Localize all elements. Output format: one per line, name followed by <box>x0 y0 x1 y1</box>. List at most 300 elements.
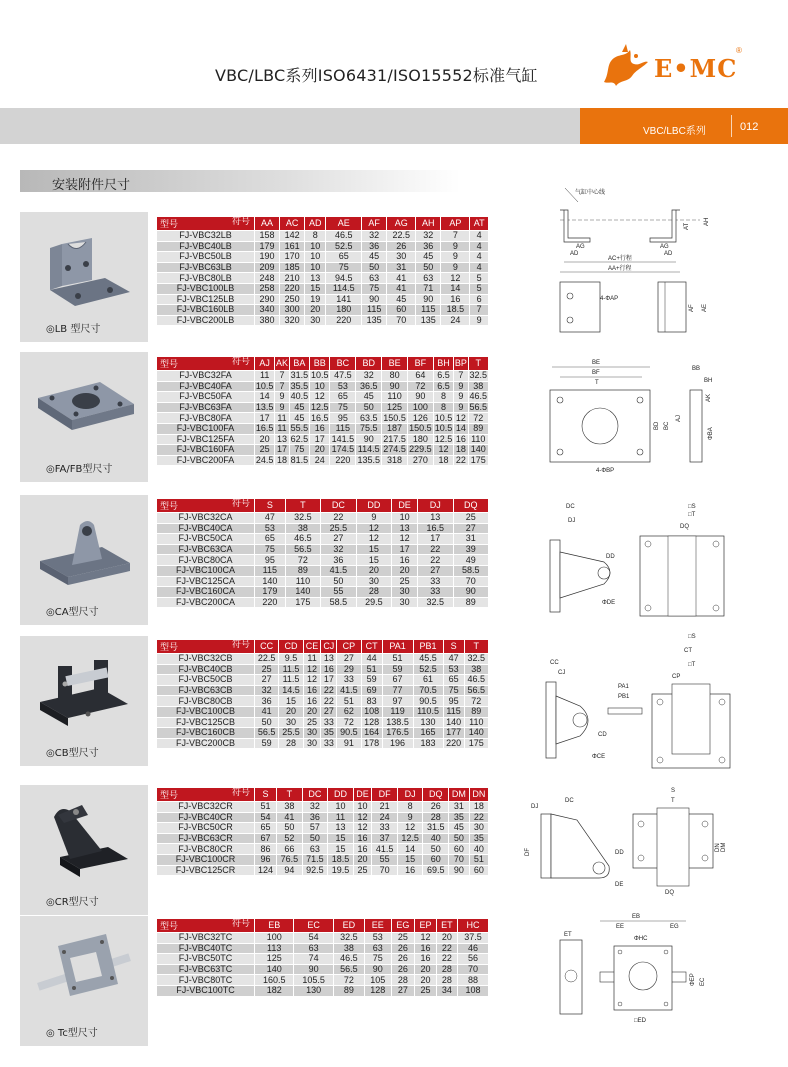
fa-label-ba: ΦBA <box>708 427 714 440</box>
cb-product-image <box>20 636 148 766</box>
dimension-cell: 258 <box>255 283 280 294</box>
dimension-cell: 45 <box>356 392 382 403</box>
model-cell: FJ-VBC100FA <box>157 423 255 434</box>
model-cell: FJ-VBC100CA <box>157 565 255 576</box>
dimension-cell: 125 <box>255 954 294 965</box>
dimension-cell: 33 <box>418 576 453 587</box>
dimension-cell: 318 <box>382 455 408 466</box>
table-row <box>157 413 489 424</box>
dimension-cell: 24 <box>310 455 330 466</box>
tc-label-ec: EC <box>700 977 706 986</box>
dimension-cell: 90 <box>356 434 382 445</box>
dimension-cell: 45 <box>362 252 387 263</box>
column-header: PA1 <box>382 640 413 654</box>
dimension-cell: 17 <box>392 544 418 555</box>
cb-double-clevis-icon <box>30 644 138 739</box>
dimension-cell: 20 <box>436 933 457 944</box>
column-header: ED <box>333 919 364 933</box>
table-header-corner <box>157 499 255 513</box>
dimension-cell: 53 <box>364 933 391 944</box>
dimension-cell: 28 <box>279 738 303 749</box>
dimension-cell: 6 <box>470 294 489 305</box>
dimension-cell: 128 <box>361 717 382 728</box>
dimension-cell: 175 <box>285 597 320 608</box>
model-cell: FJ-VBC50LB <box>157 252 255 263</box>
dimension-cell: 72 <box>337 717 361 728</box>
dimension-cell: 15 <box>279 696 303 707</box>
cb-label-ce: ΦCE <box>592 754 606 760</box>
table-header-corner <box>157 357 255 371</box>
tc-label-eb: EB <box>632 914 641 920</box>
cb-label-ct: CT <box>684 648 692 654</box>
dimension-cell: 50 <box>277 823 303 834</box>
dimension-cell: 70 <box>457 964 488 975</box>
lb-label-ap: 4-ΦAP <box>600 296 619 302</box>
cb-caption: ◎CB型尺寸 <box>46 748 99 759</box>
table-row <box>157 717 489 728</box>
model-cell: FJ-VBC125FA <box>157 434 255 445</box>
dimension-cell: 26 <box>391 943 414 954</box>
dimension-cell: 32 <box>356 371 382 382</box>
dimension-cell: 50 <box>255 717 279 728</box>
dimension-cell: 36 <box>416 241 441 252</box>
table-row <box>157 802 489 813</box>
dimension-cell: 14 <box>454 423 468 434</box>
dimension-cell: 44 <box>361 654 382 665</box>
column-header: DQ <box>453 499 489 513</box>
dimension-cell: 31.5 <box>423 823 449 834</box>
column-header: CC <box>255 640 279 654</box>
dimension-cell: 64 <box>408 371 434 382</box>
dimension-cell: 70 <box>387 315 416 326</box>
dimension-cell: 12 <box>454 413 468 424</box>
dimension-cell: 56.5 <box>464 685 488 696</box>
lb-product-image <box>20 212 148 342</box>
cb-label-cp: CP <box>672 674 681 680</box>
table-row <box>157 597 489 608</box>
dimension-cell: 13 <box>328 823 354 834</box>
dimension-cell: 50 <box>356 402 382 413</box>
dimension-cell: 4 <box>470 241 489 252</box>
dimension-cell: 10 <box>305 262 326 273</box>
model-cell: FJ-VBC32LB <box>157 231 255 242</box>
dimension-cell: 65 <box>255 534 286 545</box>
table-row <box>157 943 489 954</box>
lb-caption: ◎LB 型尺寸 <box>46 324 101 335</box>
dimension-cell: 25 <box>353 865 372 876</box>
dimension-cell: 20 <box>415 975 437 986</box>
column-header: DE <box>353 788 372 802</box>
dimension-cell: 140 <box>464 728 488 739</box>
column-header: EC <box>294 919 333 933</box>
table-row <box>157 445 489 456</box>
dimension-cell: 126 <box>408 413 434 424</box>
model-cell: FJ-VBC40CB <box>157 664 255 675</box>
dimension-cell: 16.5 <box>418 523 453 534</box>
dimension-cell: 196 <box>382 738 413 749</box>
dimension-cell: 22 <box>469 812 488 823</box>
dimension-cell: 135.5 <box>357 455 380 466</box>
ca-caption: ◎CA型尺寸 <box>46 607 99 618</box>
ca-label-s: □S <box>688 504 696 510</box>
lb-label-aa: AA+行程 <box>608 266 632 272</box>
dimension-cell: 60 <box>469 865 488 876</box>
dimension-cell: 22 <box>454 455 468 466</box>
dimension-cell: 141 <box>326 294 362 305</box>
dimension-cell: 53 <box>255 523 286 534</box>
dimension-cell: 12 <box>397 823 423 834</box>
tc-label-hc: ΦHC <box>634 936 648 942</box>
dimension-cell: 110 <box>468 434 488 445</box>
fa-label-bh: BH <box>704 378 713 384</box>
dimension-cell: 10.5 <box>434 423 453 434</box>
dimension-cell: 119 <box>382 706 413 717</box>
dimension-cell: 12 <box>353 823 372 834</box>
model-cell: FJ-VBC80LB <box>157 273 255 284</box>
table-row <box>157 854 489 865</box>
dimension-cell: 14.5 <box>279 685 303 696</box>
dimension-cell: 12 <box>415 933 437 944</box>
dimension-cell: 10 <box>392 513 418 524</box>
tc-label-eg: EG <box>670 924 679 930</box>
dimension-cell: 9 <box>454 392 468 403</box>
dimension-cell: 32 <box>255 685 279 696</box>
dimension-cell: 30 <box>392 597 418 608</box>
lb-label-ag-right: AG <box>660 244 669 250</box>
table-row <box>157 933 489 944</box>
dimension-cell: 39 <box>453 544 489 555</box>
column-header: BE <box>382 357 408 371</box>
dimension-cell: 89 <box>464 706 488 717</box>
column-header: DE <box>392 499 418 513</box>
dimension-cell: 185 <box>280 262 305 273</box>
dimension-cell: 50 <box>416 262 441 273</box>
model-cell: FJ-VBC63TC <box>157 964 255 975</box>
dimension-cell: 22 <box>436 954 457 965</box>
tc-label-ee: EE <box>616 924 625 930</box>
dimension-cell: 75 <box>362 283 387 294</box>
dimension-cell: 15 <box>356 555 391 566</box>
dimension-cell: 20 <box>356 565 391 576</box>
table-row <box>157 664 489 675</box>
series-label: VBC/LBC系列 <box>643 126 706 137</box>
column-header: HC <box>457 919 488 933</box>
dimension-cell: 56 <box>457 954 488 965</box>
dimension-cell: 290 <box>255 294 280 305</box>
dimension-cell: 30 <box>303 738 321 749</box>
dimension-cell: 105 <box>364 975 391 986</box>
dimension-cell: 114.5 <box>357 444 380 455</box>
dimension-cell: 12 <box>441 273 470 284</box>
dimension-cell: 33 <box>372 823 398 834</box>
table-row <box>157 833 489 844</box>
column-header: EP <box>415 919 437 933</box>
table-row <box>157 654 489 665</box>
dimension-cell: 25 <box>255 445 275 456</box>
dimension-cell: 7 <box>275 381 289 392</box>
cb-label-t: □T <box>688 662 696 668</box>
table-row <box>157 231 489 242</box>
table-row <box>157 865 489 876</box>
column-header: AA <box>255 217 280 231</box>
dimension-cell: 18 <box>433 455 453 466</box>
dimension-cell: 31 <box>387 262 416 273</box>
dimension-cell: 36 <box>362 241 387 252</box>
model-cell: FJ-VBC125CA <box>157 576 255 587</box>
column-header: DC <box>302 788 328 802</box>
dimension-cell: 41 <box>387 283 416 294</box>
dimension-cell: 62.5 <box>290 433 309 444</box>
dimension-cell: 38 <box>333 943 364 954</box>
dimension-cell: 115 <box>443 706 464 717</box>
model-cell: FJ-VBC100TC <box>157 985 255 996</box>
dimension-cell: 40 <box>469 844 488 855</box>
table-row <box>157 455 489 466</box>
fa-technical-drawing <box>540 356 725 481</box>
symbol-header: 符号 <box>231 498 250 508</box>
dimension-cell: 52 <box>277 833 303 844</box>
dimension-cell: 88 <box>457 975 488 986</box>
dimension-cell: 160.5 <box>255 975 294 986</box>
tc-label-ed: □ED <box>634 1018 646 1024</box>
dimension-cell: 25.5 <box>321 523 356 534</box>
lb-label-af: AF <box>689 304 695 312</box>
dimension-cell: 110 <box>382 392 408 403</box>
ca-label-dc: DC <box>566 504 575 510</box>
dimension-cell: 33 <box>337 675 361 686</box>
table-row <box>157 315 489 326</box>
dimension-cell: 63 <box>362 273 387 284</box>
dimension-cell: 60 <box>387 305 416 316</box>
column-header: S <box>443 640 464 654</box>
dimension-cell: 37.5 <box>457 933 488 944</box>
dimension-cell: 16 <box>353 844 372 855</box>
dimension-cell: 20 <box>415 964 437 975</box>
table-row <box>157 241 489 252</box>
lb-label-ad-right: AD <box>664 251 673 257</box>
table-row <box>157 738 489 749</box>
table-row <box>157 273 489 284</box>
dimension-cell: 32 <box>321 544 356 555</box>
dimension-cell: 75 <box>326 262 362 273</box>
dimension-cell: 65 <box>443 675 464 686</box>
lb-drawing-label: 气缸中心线 <box>575 190 606 196</box>
cr-label-dq: DQ <box>665 890 674 896</box>
dimension-cell: 90 <box>416 294 441 305</box>
column-header: DF <box>372 788 398 802</box>
cr-label-dj: DJ <box>531 804 539 810</box>
model-cell: FJ-VBC200LB <box>157 315 255 326</box>
symbol-header: 符号 <box>231 918 250 928</box>
dimension-cell: 9 <box>356 513 391 524</box>
dimension-cell: 20 <box>255 434 275 445</box>
dimension-cell: 14 <box>255 392 275 403</box>
dimension-cell: 67 <box>382 675 413 686</box>
dimension-cell: 210 <box>280 273 305 284</box>
fa-label-t: T <box>595 380 599 386</box>
dimension-cell: 150.5 <box>409 423 432 434</box>
dimension-cell: 100 <box>255 933 294 944</box>
dimension-cell: 7 <box>441 231 470 242</box>
column-header: BP <box>454 357 468 371</box>
column-header: AE <box>326 217 362 231</box>
dimension-cell: 25 <box>391 933 414 944</box>
dimension-cell: 37 <box>372 833 398 844</box>
dimension-cell: 33 <box>321 738 337 749</box>
fa-label-bd: BD <box>654 421 660 430</box>
column-header: AG <box>387 217 416 231</box>
dimension-cell: 80 <box>382 371 408 382</box>
dimension-cell: 28 <box>423 812 449 823</box>
cr-angle-bracket-icon <box>30 793 138 888</box>
dimension-cell: 179 <box>255 241 280 252</box>
dimension-cell: 30 <box>356 576 391 587</box>
dimension-cell: 176.5 <box>382 728 413 739</box>
dimension-cell: 20 <box>303 706 321 717</box>
dimension-cell: 130 <box>294 985 333 996</box>
model-cell: FJ-VBC50TC <box>157 954 255 965</box>
dimension-cell: 12.5 <box>310 402 329 413</box>
table-row <box>157 964 489 975</box>
table-header-corner <box>157 919 255 933</box>
dimension-cell: 55 <box>372 854 398 865</box>
dimension-cell: 24 <box>372 812 398 823</box>
dimension-cell: 9 <box>441 252 470 263</box>
dimension-cell: 113 <box>255 943 294 954</box>
column-header: BA <box>289 357 309 371</box>
dimension-cell: 46.5 <box>285 534 320 545</box>
dimension-cell: 27 <box>321 534 356 545</box>
dimension-cell: 22 <box>418 555 453 566</box>
dimension-cell: 26 <box>391 954 414 965</box>
symbol-header: 符号 <box>231 356 250 366</box>
dimension-cell: 16 <box>415 943 437 954</box>
dimension-cell: 47 <box>255 513 286 524</box>
dimension-cell: 28 <box>391 975 414 986</box>
dimension-cell: 274.5 <box>383 444 406 455</box>
table-row <box>157 423 489 434</box>
table-row <box>157 728 489 739</box>
dimension-cell: 72 <box>468 413 488 424</box>
dimension-cell: 250 <box>280 294 305 305</box>
dimension-cell: 34 <box>436 985 457 996</box>
cr-product-image <box>20 785 148 915</box>
ca-label-t: □T <box>688 512 696 518</box>
dimension-cell: 18.5 <box>441 305 470 316</box>
model-cell: FJ-VBC100LB <box>157 283 255 294</box>
dimension-cell: 40 <box>423 833 449 844</box>
dimension-cell: 16 <box>392 555 418 566</box>
table-row <box>157 985 489 996</box>
dimension-cell: 140 <box>468 445 488 456</box>
cb-dimension-table <box>156 639 489 749</box>
dimension-cell: 17 <box>418 534 453 545</box>
dimension-cell: 28 <box>436 975 457 986</box>
dimension-cell: 10 <box>328 802 354 813</box>
dimension-cell: 13 <box>418 513 453 524</box>
dimension-cell: 10 <box>310 381 330 392</box>
dimension-cell: 158 <box>255 231 280 242</box>
lb-label-at: AT <box>684 222 690 230</box>
dimension-cell: 9 <box>275 402 289 413</box>
dimension-cell: 91 <box>337 738 361 749</box>
table-row <box>157 294 489 305</box>
dimension-cell: 28 <box>356 587 391 598</box>
lb-label-ae: AE <box>702 303 708 312</box>
dimension-cell: 110 <box>464 717 488 728</box>
dimension-cell: 9 <box>397 812 423 823</box>
table-row <box>157 513 489 524</box>
registered-mark-icon: ® <box>736 46 742 55</box>
model-cell: FJ-VBC40FA <box>157 381 255 392</box>
dimension-cell: 110.5 <box>413 706 443 717</box>
dimension-cell: 61 <box>413 675 443 686</box>
dimension-cell: 10.5 <box>434 412 453 423</box>
dimension-cell: 12 <box>353 812 372 823</box>
dimension-cell: 14 <box>441 283 470 294</box>
dimension-cell: 10.5 <box>255 380 274 391</box>
column-header: AC <box>280 217 305 231</box>
dimension-cell: 25 <box>453 513 489 524</box>
dimension-cell: 31 <box>453 534 489 545</box>
dimension-cell: 7 <box>470 305 489 316</box>
dimension-cell: 47.5 <box>330 371 356 382</box>
dimension-cell: 25.5 <box>279 728 303 739</box>
column-header: EE <box>364 919 391 933</box>
dimension-cell: 41.5 <box>337 685 361 696</box>
dimension-cell: 95 <box>443 696 464 707</box>
ca-technical-drawing <box>540 500 730 620</box>
model-cell: FJ-VBC63FA <box>157 402 255 413</box>
cr-caption: ◎CR型尺寸 <box>46 897 99 908</box>
model-cell: FJ-VBC200CA <box>157 597 255 608</box>
dimension-cell: 179 <box>255 587 286 598</box>
model-cell: FJ-VBC32CR <box>157 802 255 813</box>
dimension-cell: 38 <box>285 523 320 534</box>
dimension-cell: 4 <box>470 262 489 273</box>
model-cell: FJ-VBC32FA <box>157 371 255 382</box>
dimension-cell: 140 <box>443 717 464 728</box>
symbol-header: 符号 <box>231 639 250 649</box>
dimension-cell: 25 <box>303 717 321 728</box>
column-header: BC <box>330 357 356 371</box>
dimension-cell: 31.5 <box>290 370 309 381</box>
dimension-cell: 32 <box>362 231 387 242</box>
dimension-cell: 12 <box>310 392 330 403</box>
dimension-cell: 36 <box>321 555 356 566</box>
dimension-cell: 15 <box>397 854 423 865</box>
fa-product-image <box>20 352 148 482</box>
column-header: AF <box>362 217 387 231</box>
column-header: AH <box>416 217 441 231</box>
model-cell: FJ-VBC50CB <box>157 675 255 686</box>
dimension-cell: 270 <box>408 455 434 466</box>
model-header: 型号 <box>160 642 179 652</box>
dimension-cell: 26 <box>387 241 416 252</box>
dimension-cell: 41.5 <box>372 844 398 855</box>
dimension-cell: 70 <box>449 854 470 865</box>
dimension-cell: 12 <box>303 664 321 675</box>
dimension-cell: 74 <box>294 954 333 965</box>
tc-label-et: ET <box>564 932 572 938</box>
table-row <box>157 371 489 382</box>
dimension-cell: 62 <box>337 706 361 717</box>
dimension-cell: 217.5 <box>383 433 406 444</box>
column-header: DD <box>328 788 354 802</box>
dimension-cell: 33 <box>321 717 337 728</box>
dimension-cell: 90 <box>449 865 470 876</box>
dimension-cell: 90 <box>453 587 489 598</box>
